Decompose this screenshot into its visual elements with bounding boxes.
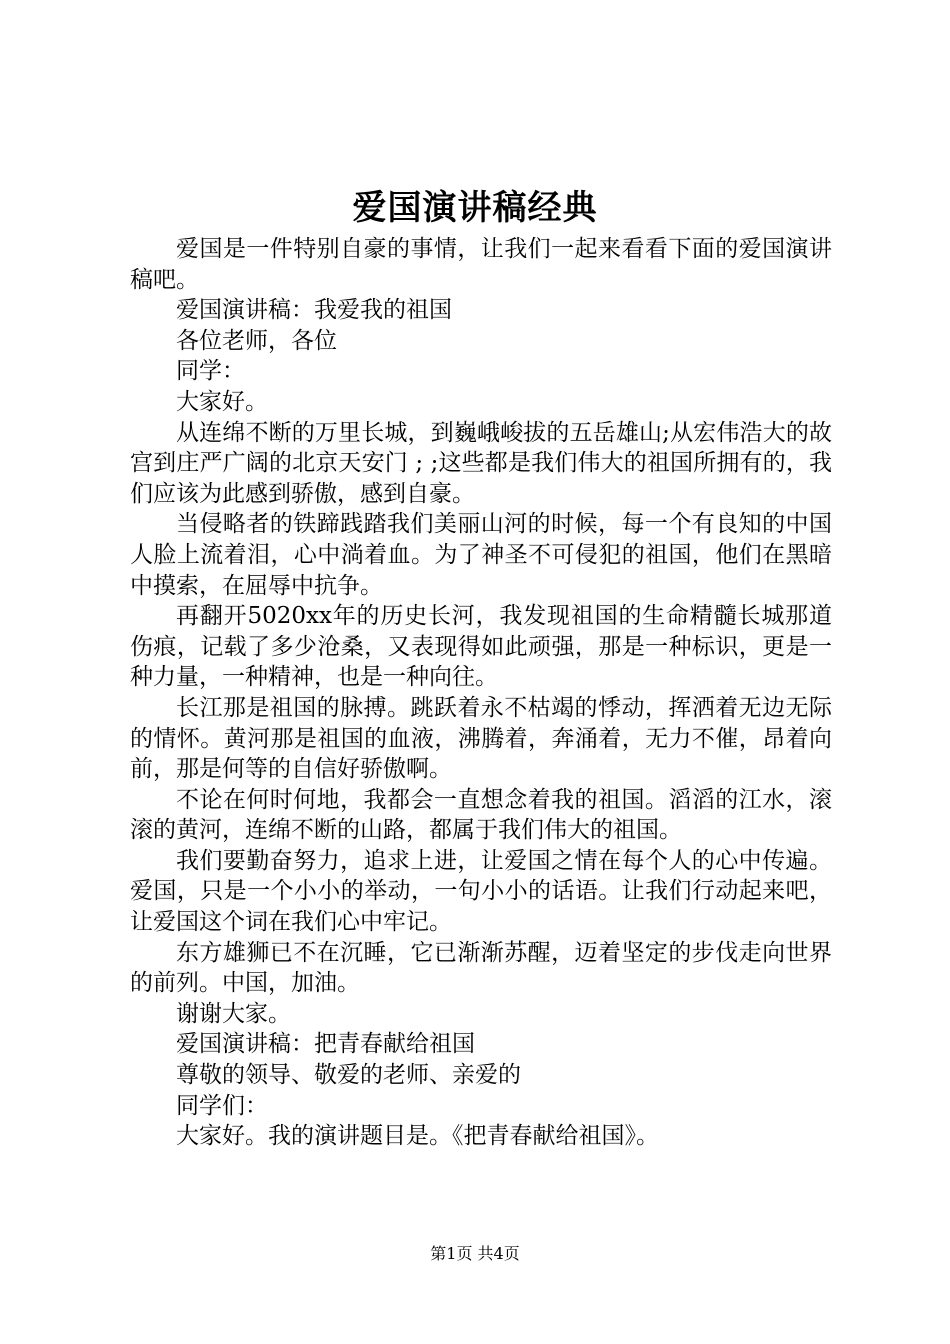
paragraph: 从连绵不断的万里长城，到巍峨峻拔的五岳雄山;从宏伟浩大的故宫到庄严广阔的北京天安门 ; ;这些都是我们伟大的祖国所拥有的，我们应该为此感到骄傲，感到自豪。 [130,419,832,507]
paragraph: 不论在何时何地，我都会一直想念着我的祖国。滔滔的江水，滚滚的黄河，连绵不断的山路，都属于我们伟大的祖国。 [130,786,832,844]
paragraph: 爱国是一件特别自豪的事情，让我们一起来看看下面的爱国演讲稿吧。 [130,236,832,293]
paragraph: 爱国演讲稿：我爱我的祖国 [176,297,452,324]
paragraph: 再翻开5020xx年的历史长河，我发现祖国的生命精髓长城那道伤痕，记载了多少沧桑，又表现得如此顽强，那是一种标识，更是一种力量，一种精神，也是一种向往。 [130,603,832,691]
paragraph: 爱国演讲稿：把青春献给祖国 [176,1031,475,1058]
paragraph: 东方雄狮已不在沉睡，它已渐渐苏醒，迈着坚定的步伐走向世界的前列。中国，加油。 [130,939,832,997]
document-title: 爱国演讲稿经典 [352,188,598,228]
document-body [130,234,832,1152]
paragraph: 谢谢大家。 [176,1000,291,1027]
paragraph: 同学： [176,358,245,385]
page-number-footer: 第1页 共4页 [430,1244,520,1263]
paragraph: 各位老师，各位 [176,327,337,354]
paragraph: 尊敬的领导、敬爱的老师、亲爱的 [176,1062,521,1089]
paragraph: 大家好。我的演讲题目是。《把青春献给祖国》。 [176,1123,659,1150]
paragraph: 当侵略者的铁蹄践踏我们美丽山河的时候，每一个有良知的中国人脸上流着泪，心中淌着血。为了神圣不可侵犯的祖国，他们在黑暗中摸索，在屈辱中抗争。 [130,511,832,599]
paragraph: 长江那是祖国的脉搏。跳跃着永不枯竭的悸动，挥洒着无边无际的情怀。黄河那是祖国的血液，沸腾着，奔涌着，无力不催，昂着向前，那是何等的自信好骄傲啊。 [130,694,832,783]
paragraph: 大家好。 [176,388,268,415]
paragraph: 同学们： [176,1092,268,1119]
paragraph: 我们要勤奋努力，追求上进，让爱国之情在每个人的心中传遍。爱国，只是一个小小的举动，一句小小的话语。让我们行动起来吧，让爱国这个词在我们心中牢记。 [130,847,832,936]
